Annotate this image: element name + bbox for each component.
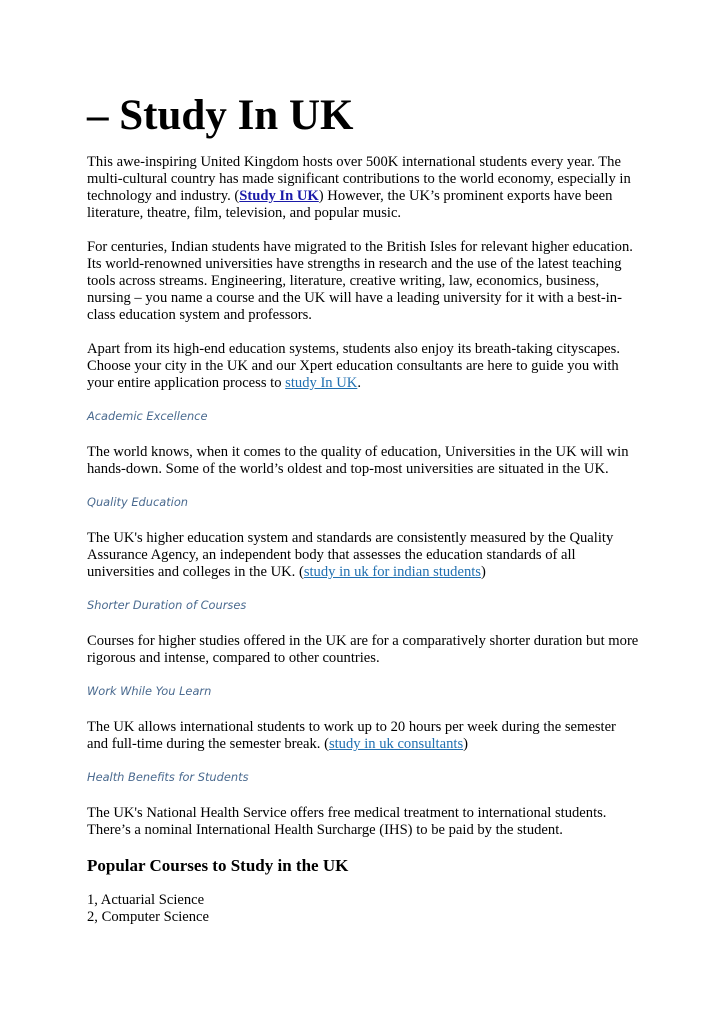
study-in-uk-consultants-link[interactable]: study in uk consultants <box>328 736 464 752</box>
section-heading-quality-education: Quality Education <box>87 495 189 509</box>
cityscape-text-after: . <box>357 375 361 391</box>
quality-text-after: ) <box>480 564 486 580</box>
study-in-uk-link[interactable]: Study In UK <box>239 188 319 204</box>
intro-text-before: This awe-inspiring United Kingdom hosts over 500K international students every year. The multi-cultural country has made significant contributions to the world economy, especially in technology and industry. ( <box>87 154 631 204</box>
section-heading-shorter-duration: Shorter Duration of Courses <box>87 598 247 612</box>
section-text-shorter-duration: Courses for higher studies offered in the UK are for a comparatively shorter duration but more rigorous and intense, compared to other countries. <box>87 633 639 666</box>
section-text-health-benefits: The UK's National Health Service offers free medical treatment to international students. There’s a nominal International Health Surcharge (IHS) to be paid by the student. <box>87 805 607 838</box>
work-text-before: The UK allows international students to work up to 20 hours per week during the semester and full-time during the semester break. ( <box>87 719 616 752</box>
cityscape-text-before: Apart from its high-end education systems, students also enjoy its breath-taking cityscapes. Choose your city in the UK and our Xpert education consultants are here to guide you with your entire application process to <box>87 341 620 391</box>
section-heading-academic-excellence: Academic Excellence <box>87 409 208 423</box>
study-in-uk-inline-link[interactable]: study In UK <box>285 375 358 391</box>
study-in-uk-for-indian-students-link[interactable]: study in uk for indian students <box>303 564 481 580</box>
popular-courses-heading: Popular Courses to Study in the UK <box>87 856 349 875</box>
section-heading-work-while-you-learn: Work While You Learn <box>87 684 212 698</box>
section-heading-health-benefits: Health Benefits for Students <box>87 770 249 784</box>
section-text-quality-education <box>87 530 640 581</box>
section-text-work-while-you-learn <box>87 719 640 753</box>
history-paragraph: For centuries, Indian students have migrated to the British Isles for relevant higher education. Its world-renowned universities have strengths in research and the use of the latest teaching tools across streams. Engineering, literature, creative writing, law, economics, business, nursing – you name a course and the UK will have a leading university for it with a best-in-class education system and professors. <box>87 239 633 323</box>
intro-text-after: ) However, the UK’s prominent exports have been literature, theatre, film, television, and popular music. <box>87 188 613 221</box>
list-item: 2, Computer Science <box>87 909 209 925</box>
courses-list <box>87 892 640 926</box>
cityscape-paragraph <box>87 341 640 392</box>
work-text-after: ) <box>463 736 468 752</box>
section-text-academic-excellence: The world knows, when it comes to the quality of education, Universities in the UK will win hands-down. Some of the world’s oldest and top-most universities are situated in the UK. <box>87 444 629 477</box>
list-item: 1, Actuarial Science <box>87 892 205 908</box>
page-title: – Study In UK <box>87 92 354 139</box>
quality-text-before: The UK's higher education system and standards are consistently measured by the Quality Assurance Agency, an independent body that assesses the education standards of all universities and colleges in the UK. ( <box>87 530 614 580</box>
intro-paragraph <box>87 154 640 222</box>
